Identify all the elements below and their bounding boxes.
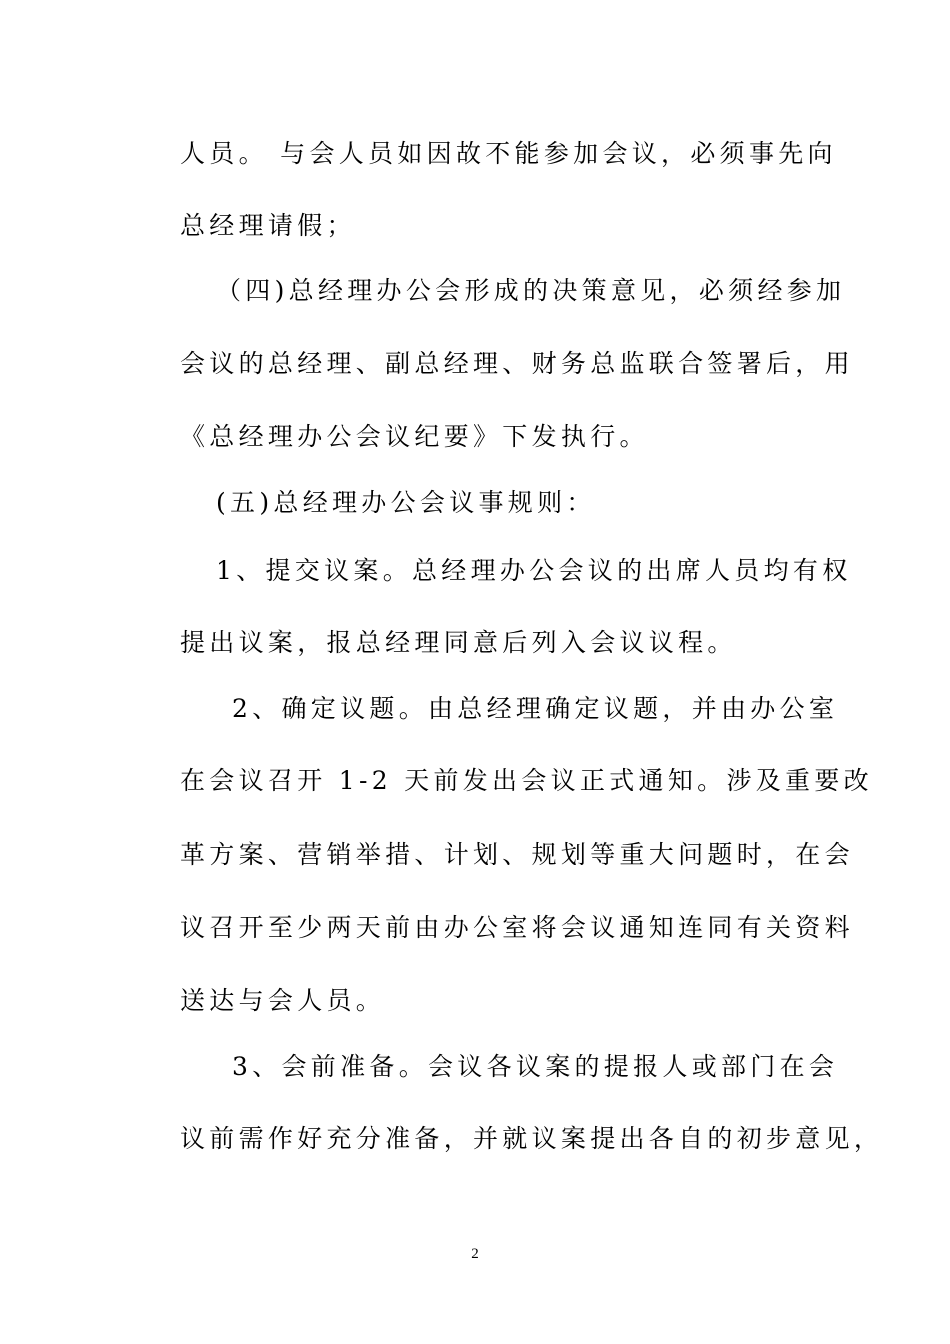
text-line: 革方案、营销举措、计划、规划等重大问题时，在会 — [180, 840, 854, 869]
text-line: 人员。 与会人员如因故不能参加会议，必须事先向 — [180, 139, 837, 168]
page-number: 2 — [471, 1246, 479, 1262]
text-line: 会议的总经理、副总经理、财务总监联合签署后，用 — [180, 349, 854, 378]
text-line: 在会议召开 1-2 天前发出会议正式通知。涉及重要改 — [180, 766, 873, 795]
text-line: 2、确定议题。由总经理确定议题，并由办公室 — [232, 694, 839, 723]
text-line: 议召开至少两天前由办公室将会议通知连同有关资料 — [180, 913, 854, 942]
text-line: （四)总经理办公会形成的决策意见，必须经参加 — [216, 276, 846, 305]
text-line: 送达与会人员。 — [180, 986, 386, 1015]
text-line: 1、提交议案。总经理办公会议的出席人员均有权 — [216, 556, 852, 585]
text-line: 议前需作好充分准备，并就议案提出各自的初步意见， — [180, 1124, 884, 1153]
text-line: 总经理请假； — [180, 211, 356, 240]
text-line: 提出议案，报总经理同意后列入会议议程。 — [180, 628, 737, 657]
text-line: 3、会前准备。会议各议案的提报人或部门在会 — [232, 1052, 839, 1081]
text-line: (五)总经理办公会议事规则： — [216, 488, 596, 517]
text-line: 《总经理办公会议纪要》下发执行。 — [180, 422, 649, 451]
